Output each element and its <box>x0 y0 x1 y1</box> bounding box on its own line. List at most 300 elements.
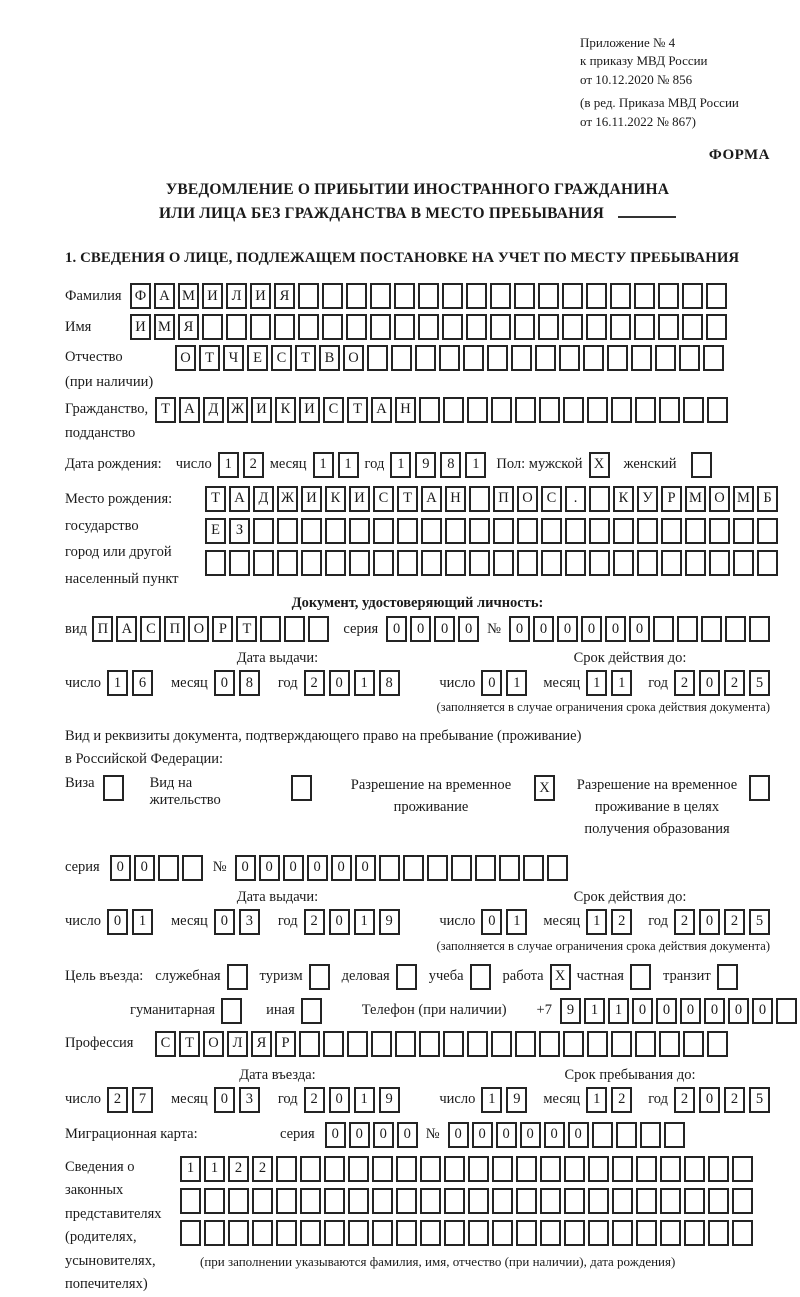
char-box[interactable]: Т <box>347 397 368 423</box>
char-box[interactable] <box>610 314 631 340</box>
char-box[interactable]: А <box>371 397 392 423</box>
char-box[interactable]: 0 <box>434 616 455 642</box>
char-box[interactable]: 1 <box>506 909 527 935</box>
char-box[interactable] <box>468 1188 489 1214</box>
char-box[interactable] <box>391 345 412 371</box>
char-box[interactable]: Р <box>275 1031 296 1057</box>
char-box[interactable] <box>372 1188 393 1214</box>
char-box[interactable]: 1 <box>204 1156 225 1182</box>
char-box[interactable]: 0 <box>704 998 725 1024</box>
char-box[interactable]: 2 <box>674 670 695 696</box>
char-box[interactable] <box>324 1188 345 1214</box>
char-box[interactable] <box>637 518 658 544</box>
char-box[interactable] <box>538 314 559 340</box>
char-box[interactable]: 2 <box>243 452 264 478</box>
char-box[interactable]: Ч <box>223 345 244 371</box>
char-box[interactable] <box>396 964 417 990</box>
char-box[interactable] <box>659 397 680 423</box>
char-box[interactable] <box>301 518 322 544</box>
char-box[interactable] <box>349 518 370 544</box>
char-box[interactable]: Я <box>274 283 295 309</box>
char-box[interactable] <box>442 283 463 309</box>
char-box[interactable] <box>637 550 658 576</box>
char-box[interactable] <box>523 855 544 881</box>
char-box[interactable] <box>444 1188 465 1214</box>
char-box[interactable]: 0 <box>472 1122 493 1148</box>
char-box[interactable] <box>463 345 484 371</box>
char-box[interactable] <box>421 518 442 544</box>
char-box[interactable] <box>589 518 610 544</box>
char-box[interactable] <box>658 283 679 309</box>
char-box[interactable] <box>682 314 703 340</box>
char-box[interactable] <box>749 616 770 642</box>
char-box[interactable] <box>541 550 562 576</box>
char-box[interactable] <box>250 314 271 340</box>
char-box[interactable]: Т <box>236 616 257 642</box>
char-box[interactable] <box>394 314 415 340</box>
char-box[interactable] <box>491 1031 512 1057</box>
char-box[interactable] <box>707 1031 728 1057</box>
char-box[interactable] <box>616 1122 637 1148</box>
char-box[interactable]: 0 <box>520 1122 541 1148</box>
char-box[interactable]: Я <box>178 314 199 340</box>
char-box[interactable] <box>418 314 439 340</box>
char-box[interactable]: 0 <box>629 616 650 642</box>
char-box[interactable] <box>348 1156 369 1182</box>
char-box[interactable] <box>347 1031 368 1057</box>
char-box[interactable]: 0 <box>728 998 749 1024</box>
char-box[interactable]: 1 <box>338 452 359 478</box>
char-box[interactable] <box>253 518 274 544</box>
char-box[interactable]: 0 <box>329 909 350 935</box>
char-box[interactable] <box>492 1188 513 1214</box>
char-box[interactable]: 2 <box>107 1087 128 1113</box>
char-box[interactable] <box>309 964 330 990</box>
char-box[interactable] <box>612 1220 633 1246</box>
char-box[interactable] <box>226 314 247 340</box>
char-box[interactable] <box>103 775 124 801</box>
char-box[interactable] <box>180 1188 201 1214</box>
char-box[interactable] <box>468 1156 489 1182</box>
char-box[interactable] <box>439 345 460 371</box>
char-box[interactable]: 2 <box>724 1087 745 1113</box>
char-box[interactable] <box>180 1220 201 1246</box>
char-box[interactable]: Л <box>227 1031 248 1057</box>
char-box[interactable]: 1 <box>354 1087 375 1113</box>
char-box[interactable]: 2 <box>252 1156 273 1182</box>
char-box[interactable] <box>757 550 778 576</box>
char-box[interactable] <box>227 964 248 990</box>
char-box[interactable]: Т <box>199 345 220 371</box>
char-box[interactable] <box>516 1220 537 1246</box>
char-box[interactable]: С <box>271 345 292 371</box>
char-box[interactable] <box>469 550 490 576</box>
char-box[interactable]: 0 <box>581 616 602 642</box>
char-box[interactable] <box>397 550 418 576</box>
char-box[interactable]: 9 <box>506 1087 527 1113</box>
char-box[interactable] <box>371 1031 392 1057</box>
char-box[interactable] <box>685 518 706 544</box>
char-box[interactable]: С <box>155 1031 176 1057</box>
char-box[interactable] <box>260 616 281 642</box>
char-box[interactable]: 0 <box>214 1087 235 1113</box>
char-box[interactable] <box>677 616 698 642</box>
char-box[interactable] <box>444 1220 465 1246</box>
char-box[interactable]: 0 <box>533 616 554 642</box>
char-box[interactable] <box>539 1031 560 1057</box>
char-box[interactable]: А <box>154 283 175 309</box>
char-box[interactable] <box>679 345 700 371</box>
char-box[interactable] <box>397 518 418 544</box>
char-box[interactable] <box>661 550 682 576</box>
char-box[interactable] <box>299 1031 320 1057</box>
char-box[interactable] <box>442 314 463 340</box>
char-box[interactable]: 0 <box>481 670 502 696</box>
char-box[interactable]: 0 <box>544 1122 565 1148</box>
char-box[interactable]: X <box>534 775 555 801</box>
char-box[interactable] <box>396 1156 417 1182</box>
char-box[interactable] <box>563 1031 584 1057</box>
char-box[interactable] <box>396 1188 417 1214</box>
char-box[interactable] <box>613 550 634 576</box>
char-box[interactable]: Р <box>661 486 682 512</box>
char-box[interactable] <box>415 345 436 371</box>
char-box[interactable] <box>493 518 514 544</box>
char-box[interactable] <box>276 1220 297 1246</box>
char-box[interactable] <box>586 314 607 340</box>
char-box[interactable] <box>300 1188 321 1214</box>
char-box[interactable]: Д <box>203 397 224 423</box>
char-box[interactable]: П <box>493 486 514 512</box>
char-box[interactable]: 0 <box>699 670 720 696</box>
char-box[interactable] <box>653 616 674 642</box>
char-box[interactable] <box>749 775 770 801</box>
char-box[interactable]: 0 <box>386 616 407 642</box>
char-box[interactable] <box>708 1220 729 1246</box>
char-box[interactable]: С <box>323 397 344 423</box>
char-box[interactable]: И <box>301 486 322 512</box>
char-box[interactable]: 0 <box>235 855 256 881</box>
char-box[interactable] <box>445 550 466 576</box>
char-box[interactable]: 8 <box>440 452 461 478</box>
char-box[interactable] <box>636 1156 657 1182</box>
char-box[interactable]: 0 <box>283 855 304 881</box>
char-box[interactable]: П <box>164 616 185 642</box>
char-box[interactable] <box>445 518 466 544</box>
char-box[interactable] <box>540 1188 561 1214</box>
char-box[interactable] <box>322 283 343 309</box>
char-box[interactable] <box>583 345 604 371</box>
char-box[interactable]: 0 <box>752 998 773 1024</box>
char-box[interactable]: 0 <box>325 1122 346 1148</box>
char-box[interactable] <box>562 314 583 340</box>
char-box[interactable] <box>420 1220 441 1246</box>
char-box[interactable] <box>588 1188 609 1214</box>
char-box[interactable]: С <box>373 486 394 512</box>
char-box[interactable] <box>221 998 242 1024</box>
char-box[interactable] <box>707 397 728 423</box>
char-box[interactable]: Е <box>247 345 268 371</box>
char-box[interactable]: 1 <box>218 452 239 478</box>
char-box[interactable] <box>559 345 580 371</box>
char-box[interactable] <box>564 1156 585 1182</box>
char-box[interactable]: 2 <box>304 1087 325 1113</box>
char-box[interactable]: С <box>541 486 562 512</box>
char-box[interactable]: 5 <box>749 670 770 696</box>
char-box[interactable]: К <box>613 486 634 512</box>
char-box[interactable]: 0 <box>355 855 376 881</box>
char-box[interactable] <box>467 397 488 423</box>
char-box[interactable] <box>587 1031 608 1057</box>
char-box[interactable]: 0 <box>214 909 235 935</box>
char-box[interactable] <box>588 1156 609 1182</box>
char-box[interactable] <box>467 1031 488 1057</box>
char-box[interactable] <box>372 1156 393 1182</box>
char-box[interactable]: 1 <box>481 1087 502 1113</box>
char-box[interactable]: А <box>229 486 250 512</box>
char-box[interactable] <box>372 1220 393 1246</box>
char-box[interactable] <box>349 550 370 576</box>
char-box[interactable]: 2 <box>611 1087 632 1113</box>
char-box[interactable]: О <box>203 1031 224 1057</box>
char-box[interactable] <box>547 855 568 881</box>
char-box[interactable]: 3 <box>239 1087 260 1113</box>
char-box[interactable] <box>655 345 676 371</box>
char-box[interactable] <box>658 314 679 340</box>
char-box[interactable] <box>565 550 586 576</box>
char-box[interactable] <box>466 283 487 309</box>
char-box[interactable] <box>490 314 511 340</box>
char-box[interactable]: 0 <box>107 909 128 935</box>
char-box[interactable]: О <box>517 486 538 512</box>
char-box[interactable]: 2 <box>674 909 695 935</box>
char-box[interactable]: 1 <box>107 670 128 696</box>
char-box[interactable]: 0 <box>699 909 720 935</box>
char-box[interactable] <box>592 1122 613 1148</box>
char-box[interactable] <box>635 397 656 423</box>
char-box[interactable]: 0 <box>331 855 352 881</box>
char-box[interactable] <box>565 518 586 544</box>
char-box[interactable]: К <box>275 397 296 423</box>
char-box[interactable] <box>515 1031 536 1057</box>
char-box[interactable] <box>346 314 367 340</box>
char-box[interactable] <box>204 1188 225 1214</box>
char-box[interactable] <box>683 397 704 423</box>
char-box[interactable]: Д <box>253 486 274 512</box>
char-box[interactable] <box>589 486 610 512</box>
char-box[interactable] <box>733 518 754 544</box>
char-box[interactable] <box>541 518 562 544</box>
char-box[interactable]: Т <box>397 486 418 512</box>
char-box[interactable]: X <box>589 452 610 478</box>
char-box[interactable] <box>613 518 634 544</box>
char-box[interactable] <box>205 550 226 576</box>
char-box[interactable]: 0 <box>557 616 578 642</box>
char-box[interactable] <box>538 283 559 309</box>
char-box[interactable] <box>301 998 322 1024</box>
char-box[interactable]: X <box>550 964 571 990</box>
char-box[interactable]: Р <box>212 616 233 642</box>
char-box[interactable] <box>660 1220 681 1246</box>
char-box[interactable] <box>277 550 298 576</box>
char-box[interactable]: Ф <box>130 283 151 309</box>
char-box[interactable]: 1 <box>354 909 375 935</box>
char-box[interactable] <box>396 1220 417 1246</box>
char-box[interactable] <box>182 855 203 881</box>
char-box[interactable] <box>492 1156 513 1182</box>
char-box[interactable] <box>348 1220 369 1246</box>
char-box[interactable] <box>636 1188 657 1214</box>
char-box[interactable]: 9 <box>379 1087 400 1113</box>
char-box[interactable] <box>514 314 535 340</box>
char-box[interactable] <box>514 283 535 309</box>
char-box[interactable] <box>252 1188 273 1214</box>
char-box[interactable]: 2 <box>228 1156 249 1182</box>
char-box[interactable] <box>370 283 391 309</box>
char-box[interactable] <box>253 550 274 576</box>
char-box[interactable] <box>691 452 712 478</box>
char-box[interactable] <box>540 1220 561 1246</box>
char-box[interactable] <box>394 283 415 309</box>
char-box[interactable] <box>706 314 727 340</box>
char-box[interactable]: 7 <box>132 1087 153 1113</box>
char-box[interactable]: 8 <box>379 670 400 696</box>
char-box[interactable]: 0 <box>373 1122 394 1148</box>
char-box[interactable]: Т <box>205 486 226 512</box>
char-box[interactable]: 1 <box>390 452 411 478</box>
char-box[interactable] <box>324 1156 345 1182</box>
char-box[interactable]: З <box>229 518 250 544</box>
char-box[interactable]: И <box>130 314 151 340</box>
char-box[interactable] <box>732 1156 753 1182</box>
char-box[interactable] <box>469 486 490 512</box>
char-box[interactable] <box>475 855 496 881</box>
char-box[interactable] <box>373 518 394 544</box>
char-box[interactable]: 0 <box>496 1122 517 1148</box>
char-box[interactable]: Ж <box>227 397 248 423</box>
char-box[interactable] <box>420 1188 441 1214</box>
char-box[interactable] <box>367 345 388 371</box>
char-box[interactable]: 0 <box>605 616 626 642</box>
char-box[interactable]: М <box>154 314 175 340</box>
char-box[interactable] <box>717 964 738 990</box>
char-box[interactable] <box>308 616 329 642</box>
char-box[interactable]: Н <box>445 486 466 512</box>
char-box[interactable]: 0 <box>632 998 653 1024</box>
char-box[interactable]: 0 <box>349 1122 370 1148</box>
char-box[interactable] <box>252 1220 273 1246</box>
char-box[interactable] <box>300 1220 321 1246</box>
char-box[interactable]: . <box>565 486 586 512</box>
char-box[interactable] <box>610 283 631 309</box>
char-box[interactable] <box>684 1156 705 1182</box>
char-box[interactable] <box>535 345 556 371</box>
char-box[interactable]: П <box>92 616 113 642</box>
char-box[interactable]: У <box>637 486 658 512</box>
char-box[interactable]: 1 <box>586 1087 607 1113</box>
char-box[interactable] <box>228 1188 249 1214</box>
char-box[interactable]: 5 <box>749 909 770 935</box>
char-box[interactable] <box>492 1220 513 1246</box>
char-box[interactable] <box>325 550 346 576</box>
char-box[interactable] <box>300 1156 321 1182</box>
char-box[interactable]: О <box>175 345 196 371</box>
char-box[interactable]: 2 <box>674 1087 695 1113</box>
char-box[interactable] <box>298 314 319 340</box>
char-box[interactable] <box>516 1188 537 1214</box>
char-box[interactable]: 0 <box>214 670 235 696</box>
char-box[interactable] <box>664 1122 685 1148</box>
char-box[interactable] <box>701 616 722 642</box>
char-box[interactable] <box>324 1220 345 1246</box>
char-box[interactable] <box>634 314 655 340</box>
char-box[interactable] <box>586 283 607 309</box>
char-box[interactable]: Ж <box>277 486 298 512</box>
char-box[interactable]: 9 <box>415 452 436 478</box>
char-box[interactable] <box>733 550 754 576</box>
char-box[interactable]: 0 <box>410 616 431 642</box>
char-box[interactable]: 1 <box>506 670 527 696</box>
char-box[interactable] <box>468 1220 489 1246</box>
char-box[interactable]: 2 <box>724 670 745 696</box>
char-box[interactable] <box>373 550 394 576</box>
char-box[interactable]: Т <box>155 397 176 423</box>
char-box[interactable]: А <box>179 397 200 423</box>
char-box[interactable]: И <box>202 283 223 309</box>
char-box[interactable]: Л <box>226 283 247 309</box>
char-box[interactable] <box>421 550 442 576</box>
char-box[interactable] <box>685 550 706 576</box>
char-box[interactable] <box>515 397 536 423</box>
char-box[interactable]: И <box>251 397 272 423</box>
char-box[interactable] <box>709 550 730 576</box>
char-box[interactable]: 0 <box>458 616 479 642</box>
char-box[interactable]: В <box>319 345 340 371</box>
char-box[interactable]: 1 <box>584 998 605 1024</box>
char-box[interactable] <box>444 1156 465 1182</box>
char-box[interactable]: 0 <box>509 616 530 642</box>
char-box[interactable] <box>228 1220 249 1246</box>
char-box[interactable] <box>612 1188 633 1214</box>
char-box[interactable] <box>757 518 778 544</box>
char-box[interactable]: Т <box>179 1031 200 1057</box>
char-box[interactable] <box>776 998 797 1024</box>
char-box[interactable]: С <box>140 616 161 642</box>
char-box[interactable] <box>370 314 391 340</box>
char-box[interactable]: 0 <box>397 1122 418 1148</box>
char-box[interactable] <box>540 1156 561 1182</box>
char-box[interactable] <box>660 1188 681 1214</box>
char-box[interactable] <box>499 855 520 881</box>
char-box[interactable] <box>466 314 487 340</box>
char-box[interactable] <box>420 1156 441 1182</box>
char-box[interactable] <box>229 550 250 576</box>
char-box[interactable] <box>516 1156 537 1182</box>
char-box[interactable] <box>487 345 508 371</box>
char-box[interactable]: К <box>325 486 346 512</box>
char-box[interactable] <box>470 964 491 990</box>
char-box[interactable] <box>607 345 628 371</box>
char-box[interactable]: 1 <box>313 452 334 478</box>
char-box[interactable] <box>589 550 610 576</box>
char-box[interactable] <box>274 314 295 340</box>
char-box[interactable] <box>636 1220 657 1246</box>
char-box[interactable]: 0 <box>568 1122 589 1148</box>
char-box[interactable]: 0 <box>680 998 701 1024</box>
char-box[interactable] <box>612 1156 633 1182</box>
char-box[interactable]: 2 <box>304 909 325 935</box>
char-box[interactable]: 5 <box>749 1087 770 1113</box>
